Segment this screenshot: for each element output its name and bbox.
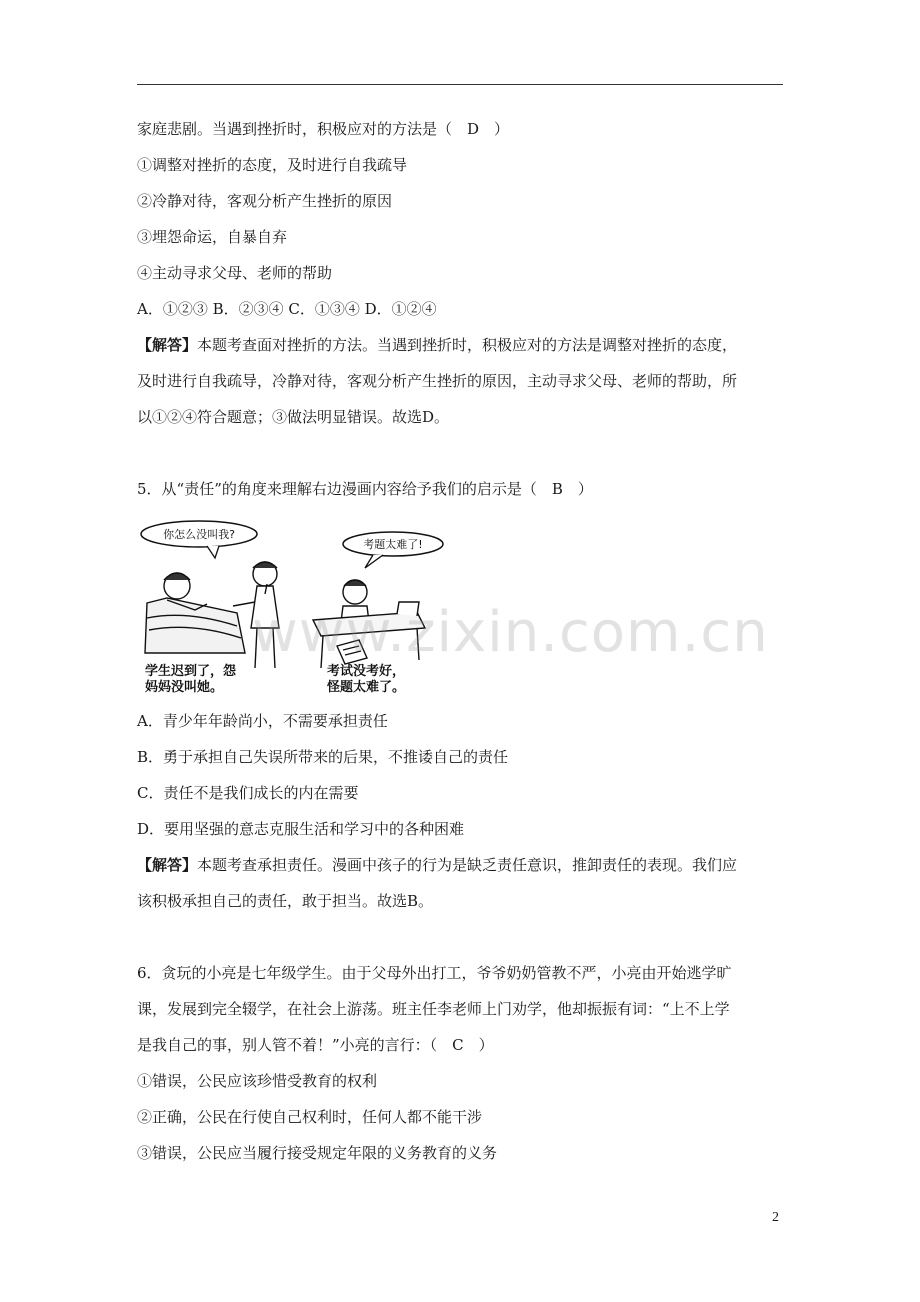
watermark: www.zixin.com.cn	[252, 600, 769, 665]
q5-answer-line-2: 该积极承担自己的责任，敢于担当。故选B。	[137, 892, 434, 910]
answer-label: 【解答】	[137, 336, 198, 354]
q6-option-1: ①错误，公民应该珍惜受教育的权利	[137, 1072, 378, 1090]
answer-text: 本题考查面对挫折的方法。当遇到挫折时，积极应对的方法是调整对挫折的态度，	[197, 336, 738, 354]
header-rule	[137, 84, 783, 85]
q4-stem-line: 家庭悲剧。当遇到挫折时，积极应对的方法是（ D ）	[137, 120, 510, 138]
q5-stem: 5．从“责任”的角度来理解右边漫画内容给予我们的启示是（ B ）	[137, 480, 593, 498]
page-number: 2	[772, 1210, 779, 1225]
q6-line-2: 课，发展到完全辍学，在社会上游荡。班主任李老师上门劝学，他却振振有词：“上不上学	[137, 1000, 730, 1018]
q4-option-1: ①调整对挫折的态度，及时进行自我疏导	[137, 156, 408, 174]
q5-option-d: D．要用坚强的意志克服生活和学习中的各种困难	[137, 820, 465, 838]
bubble-right-text: 考题太难了!	[363, 538, 423, 551]
q4-answer-line-2: 及时进行自我疏导，冷静对待，客观分析产生挫折的原因，主动寻求父母、老师的帮助，所	[137, 372, 738, 390]
q5-option-a: A．青少年年龄尚小，不需要承担责任	[137, 712, 388, 730]
caption-right-1: 考试没考好，	[327, 664, 406, 679]
q6-option-3: ③错误，公民应当履行接受规定年限的义务教育的义务	[137, 1144, 498, 1162]
q4-option-2: ②冷静对待，客观分析产生挫折的原因	[137, 192, 393, 210]
q6-line-1: 6．贪玩的小亮是七年级学生。由于父母外出打工，爷爷奶奶管教不严，小亮由开始逃学旷	[137, 964, 732, 982]
caption-left-1: 学生迟到了，怨	[145, 664, 237, 679]
answer-label: 【解答】	[137, 856, 198, 874]
q4-option-4: ④主动寻求父母、老师的帮助	[137, 264, 333, 282]
q5-answer-line-1	[137, 855, 737, 875]
q4-option-3: ③埋怨命运，自暴自弃	[137, 228, 288, 246]
q4-answer-line-3: 以①②④符合题意；③做法明显错误。故选D。	[137, 408, 450, 426]
q5-option-c: C．责任不是我们成长的内在需要	[137, 784, 359, 802]
q4-answer-line-1	[137, 335, 737, 355]
bubble-left-text: 你怎么没叫我?	[163, 528, 235, 541]
q4-choices: A．①②③ B．②③④ C．①③④ D．①②④	[137, 300, 437, 318]
q6-line-3: 是我自己的事，别人管不着！”小亮的言行：（ C ）	[137, 1036, 494, 1054]
answer-text: 本题考查承担责任。漫画中孩子的行为是缺乏责任意识，推卸责任的表现。我们应	[197, 856, 738, 874]
q5-option-b: B．勇于承担自己失误所带来的后果，不推诿自己的责任	[137, 748, 509, 766]
caption-right-2: 怪题太难了。	[327, 680, 406, 695]
q6-option-2: ②正确，公民在行使自己权利时，任何人都不能干涉	[137, 1108, 483, 1126]
caption-left-2: 妈妈没叫她。	[145, 680, 224, 695]
